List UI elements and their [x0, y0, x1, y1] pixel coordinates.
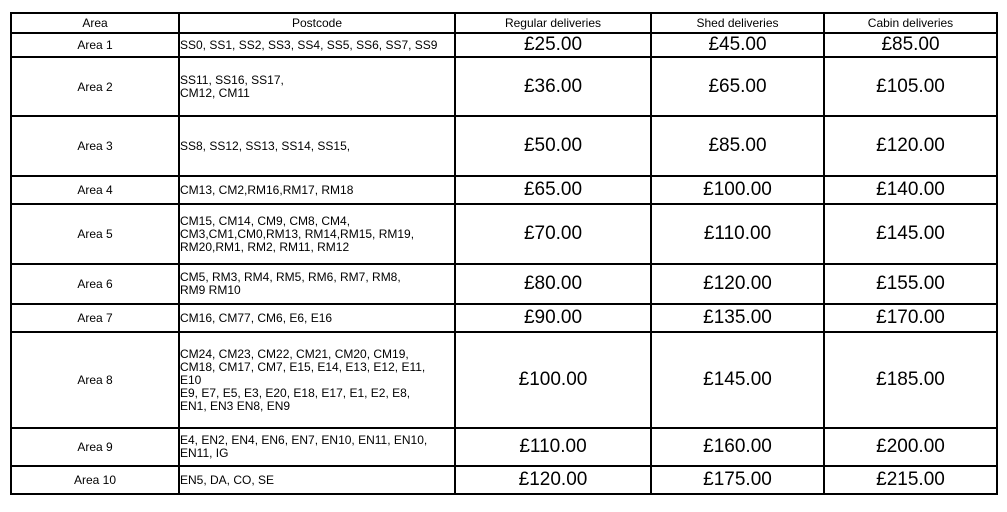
postcode-line: E10 [180, 372, 202, 387]
header-shed-deliveries: Shed deliveries [651, 13, 824, 33]
cabin-price-cell: £85.00 [824, 33, 997, 57]
regular-price-cell: £25.00 [455, 33, 651, 57]
postcode-line: CM5, RM3, RM4, RM5, RM6, RM7, RM8, [180, 270, 401, 284]
cabin-price-cell: £140.00 [824, 176, 997, 204]
postcode-line: CM18, CM17, CM7, E15, E14, E13, E12, E11, [180, 359, 426, 374]
cabin-price-cell: £215.00 [824, 466, 997, 494]
cabin-price-cell: £155.00 [824, 264, 997, 304]
postcode-line: CM3,CM1,CM0,RM13, RM14,RM15, RM19, [180, 226, 415, 241]
postcode-line: RM20,RM1, RM2, RM11, RM12 [180, 239, 350, 254]
shed-price-cell: £120.00 [651, 264, 824, 304]
postcode-line: CM13, CM2,RM16,RM17, RM18 [180, 182, 354, 197]
shed-price-cell: £100.00 [651, 176, 824, 204]
table-row [11, 466, 997, 494]
table-row [11, 332, 997, 428]
postcode-line: SS11, SS16, SS17, [180, 72, 284, 87]
cabin-price-cell: £105.00 [824, 57, 997, 116]
cabin-price-cell: £145.00 [824, 204, 997, 264]
postcode-line: E9, E7, E5, E3, E20, E18, E17, E1, E2, E8, [180, 385, 411, 400]
table-row [11, 57, 997, 116]
postcode-cell [179, 57, 455, 116]
area-cell: Area 8 [11, 332, 179, 428]
shed-price-cell: £85.00 [651, 116, 824, 176]
shed-price-cell: £65.00 [651, 57, 824, 116]
regular-price-cell: £50.00 [455, 116, 651, 176]
cabin-price-cell: £200.00 [824, 428, 997, 466]
postcode-cell [179, 264, 455, 304]
postcode-cell [179, 332, 455, 428]
postcode-line: SS0, SS1, SS2, SS3, SS4, SS5, SS6, SS7, SS9 [180, 37, 438, 52]
postcode-cell [179, 33, 455, 57]
area-cell: Area 9 [11, 428, 179, 466]
postcode-line: EN11, IG [180, 446, 229, 460]
regular-price-cell: £90.00 [455, 304, 651, 332]
table-body [11, 33, 997, 494]
area-cell: Area 2 [11, 57, 179, 116]
regular-price-cell: £36.00 [455, 57, 651, 116]
postcode-line: CM24, CM23, CM22, CM21, CM20, CM19, [180, 346, 409, 361]
table-row [11, 176, 997, 204]
regular-price-cell: £100.00 [455, 332, 651, 428]
table-row [11, 264, 997, 304]
header-regular-deliveries: Regular deliveries [455, 13, 651, 33]
regular-price-cell: £65.00 [455, 176, 651, 204]
table-row [11, 116, 997, 176]
table-row [11, 204, 997, 264]
regular-price-cell: £110.00 [455, 428, 651, 466]
header-postcode: Postcode [179, 13, 455, 33]
area-cell: Area 4 [11, 176, 179, 204]
area-cell: Area 6 [11, 264, 179, 304]
postcode-cell [179, 116, 455, 176]
shed-price-cell: £145.00 [651, 332, 824, 428]
shed-price-cell: £160.00 [651, 428, 824, 466]
delivery-rates-table [10, 12, 998, 495]
shed-price-cell: £135.00 [651, 304, 824, 332]
cabin-price-cell: £120.00 [824, 116, 997, 176]
shed-price-cell: £110.00 [651, 204, 824, 264]
postcode-cell [179, 204, 455, 264]
regular-price-cell: £70.00 [455, 204, 651, 264]
postcode-cell [179, 176, 455, 204]
postcode-line: CM12, CM11 [180, 85, 250, 100]
shed-price-cell: £175.00 [651, 466, 824, 494]
area-cell: Area 5 [11, 204, 179, 264]
table-row [11, 33, 997, 57]
postcode-line: EN1, EN3 EN8, EN9 [180, 398, 291, 413]
postcode-line: CM16, CM77, CM6, E6, E16 [180, 310, 333, 325]
area-cell: Area 1 [11, 33, 179, 57]
postcode-cell [179, 428, 455, 466]
postcode-cell [179, 466, 455, 494]
table-row [11, 428, 997, 466]
postcode-line: EN5, DA, CO, SE [180, 472, 275, 487]
postcode-cell [179, 304, 455, 332]
table-row [11, 304, 997, 332]
header-cabin-deliveries: Cabin deliveries [824, 13, 997, 33]
shed-price-cell: £45.00 [651, 33, 824, 57]
postcode-line: CM15, CM14, CM9, CM8, CM4, [180, 213, 351, 228]
area-cell: Area 3 [11, 116, 179, 176]
cabin-price-cell: £170.00 [824, 304, 997, 332]
regular-price-cell: £80.00 [455, 264, 651, 304]
postcode-line: E4, EN2, EN4, EN6, EN7, EN10, EN11, EN10, [180, 433, 428, 447]
regular-price-cell: £120.00 [455, 466, 651, 494]
postcode-line: SS8, SS12, SS13, SS14, SS15, [180, 138, 351, 153]
area-cell: Area 10 [11, 466, 179, 494]
header-row [11, 13, 997, 33]
cabin-price-cell: £185.00 [824, 332, 997, 428]
table-header [11, 13, 997, 33]
header-area: Area [11, 13, 179, 33]
postcode-line: RM9 RM10 [180, 283, 241, 297]
area-cell: Area 7 [11, 304, 179, 332]
